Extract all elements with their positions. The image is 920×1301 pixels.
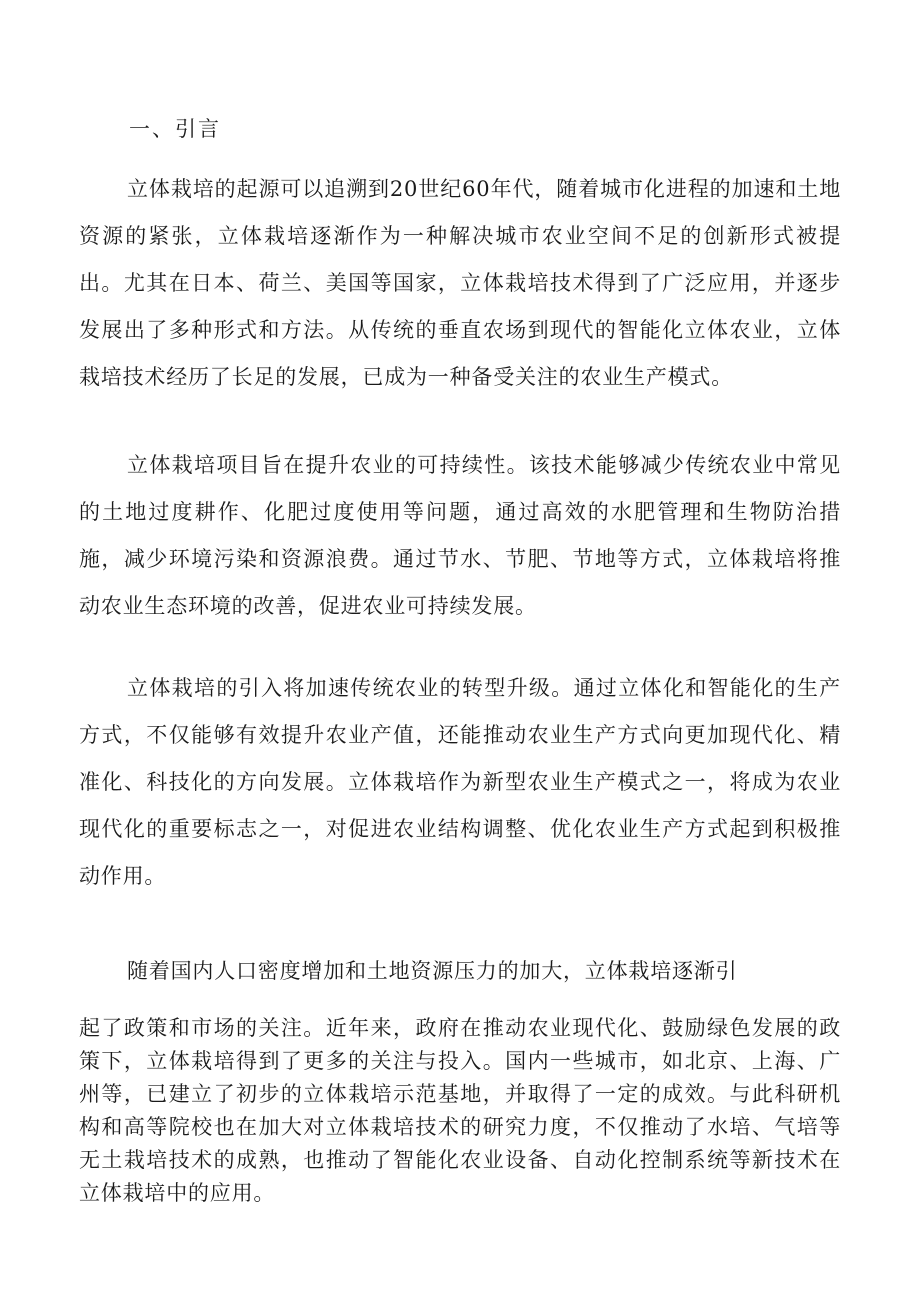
section-heading: 一、引言 xyxy=(129,117,221,141)
paragraph-origin: 立体栽培的起源可以追溯到20世纪60年代，随着城市化进程的加速和土地资源的紧张，立体栽培逐渐作为一种解决城市农业空间不足的创新形式被提出。尤其在日本、荷兰、美国等国家，立体栽培技术得到了广泛应用，并逐步发展出了多种形式和方法。从传统的垂直农场到现代的智能化立体农业，立体栽培技术经历了长足的发展，已成为一种备受关注的农业生产模式。 xyxy=(79,177,841,389)
paragraph-transformation: 立体栽培的引入将加速传统农业的转型升级。通过立体化和智能化的生产方式，不仅能够有效提升农业产值，还能推动农业生产方式向更加现代化、精准化、科技化的方向发展。立体栽培作为新型农业生产模式之一，将成为农业现代化的重要标志之一，对促进农业结构调整、优化农业生产方式起到积极推动作用。 xyxy=(79,676,841,888)
paragraph-sustainability: 立体栽培项目旨在提升农业的可持续性。该技术能够减少传统农业中常见的土地过度耕作、化肥过度使用等问题，通过高效的水肥管理和生物防治措施，减少环境污染和资源浪费。通过节水、节肥、节地等方式，立体栽培将推动农业生态环境的改善，促进农业可持续发展。 xyxy=(79,453,841,618)
paragraph-domestic-continued: 起了政策和市场的关注。近年来，政府在推动农业现代化、鼓励绿色发展的政策下，立体栽培得到了更多的关注与投入。国内一些城市，如北京、上海、广州等，已建立了初步的立体栽培示范基地，并取得了一定的成效。与此科研机构和高等院校也在加大对立体栽培技术的研究力度，不仅推动了水培、气培等无土栽培技术的成熟，也推动了智能化农业设备、自动化控制系统等新技术在立体栽培中的应用。 xyxy=(79,1016,841,1205)
paragraph-domestic-intro: 随着国内人口密度增加和土地资源压力的加大，立体栽培逐渐引 xyxy=(127,959,738,983)
